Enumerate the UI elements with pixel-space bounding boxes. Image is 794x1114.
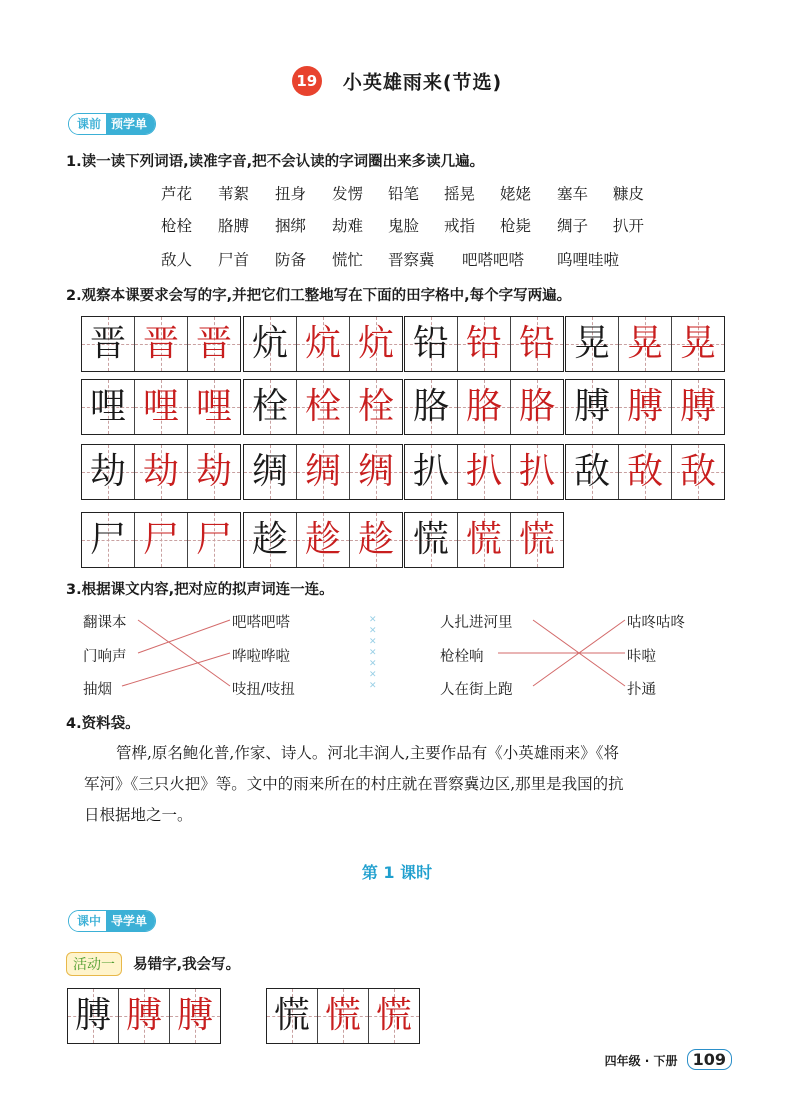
char-box-group <box>565 379 725 435</box>
word-item: 晋察冀 <box>388 251 435 269</box>
char-box-group <box>81 512 241 568</box>
practice-char-cell <box>349 445 402 499</box>
model-char: 绸 <box>251 451 288 492</box>
svg-text:✕: ✕ <box>369 626 377 636</box>
practice-char-cell <box>134 445 187 499</box>
char-box-group <box>81 379 241 435</box>
model-char-cell <box>244 513 296 567</box>
practice-char-cell <box>349 380 402 434</box>
tag-part2: 导学单 <box>106 911 155 931</box>
paragraph-line: 管桦,原名鲍化普,作家、诗人。河北丰润人,主要作品有《小英雄雨来》《将 <box>116 744 620 762</box>
right-option: 咔啦 <box>627 649 656 665</box>
char-box-group <box>243 444 403 500</box>
practice-char-cell <box>317 989 368 1043</box>
right-item: 人扎进河里 <box>440 615 513 631</box>
practice-char-cell <box>296 513 349 567</box>
char-box-group <box>565 316 725 372</box>
char-box-group <box>243 512 403 568</box>
practice-char-cell <box>671 445 724 499</box>
word-item: 吧嗒吧嗒 <box>462 251 525 269</box>
practice-char-cell <box>187 513 240 567</box>
practice-char-cell <box>671 317 724 371</box>
question-4-text: 4.资料袋。 <box>66 716 140 732</box>
practice-char: 铅 <box>518 323 555 364</box>
practice-char: 绸 <box>304 451 341 492</box>
char-box-group <box>404 512 564 568</box>
practice-char-cell <box>187 445 240 499</box>
practice-char: 晋 <box>195 323 232 364</box>
in-class-section-tag <box>68 910 156 932</box>
page-number: 109 <box>687 1049 732 1070</box>
word-item: 胳膊 <box>218 217 250 235</box>
practice-char-cell <box>349 317 402 371</box>
model-char-cell <box>244 317 296 371</box>
tag-part1: 课中 <box>69 911 106 931</box>
word-item: 枪栓 <box>161 217 193 235</box>
word-item: 塞车 <box>557 185 589 203</box>
practice-char: 尸 <box>195 519 232 560</box>
right-item: 人在街上跑 <box>440 682 513 698</box>
practice-char: 膊 <box>626 386 663 427</box>
practice-char: 胳 <box>465 386 502 427</box>
paragraph-line: 军河》《三只火把》等。文中的雨来所在的村庄就在晋察冀边区,那里是我国的抗 <box>84 775 624 793</box>
practice-char: 慌 <box>324 995 361 1036</box>
svg-text:✕: ✕ <box>369 681 377 691</box>
model-char: 栓 <box>251 386 288 427</box>
footer <box>605 1049 732 1070</box>
practice-char-cell <box>296 317 349 371</box>
practice-char: 炕 <box>357 323 394 364</box>
char-box-group <box>243 379 403 435</box>
tag-part1: 课前 <box>69 114 106 134</box>
word-item: 捆绑 <box>275 217 307 235</box>
model-char-cell <box>566 380 618 434</box>
svg-text:✕: ✕ <box>369 670 377 680</box>
practice-char: 栓 <box>357 386 394 427</box>
svg-text:✕: ✕ <box>369 615 377 625</box>
divider-dots <box>369 615 377 691</box>
practice-char-cell <box>510 445 563 499</box>
practice-char-cell <box>671 380 724 434</box>
practice-char: 膊 <box>679 386 716 427</box>
question-3-text: 3.根据课文内容,把对应的拟声词连一连。 <box>66 582 334 598</box>
char-box-group <box>404 444 564 500</box>
practice-char-cell <box>368 989 419 1043</box>
question-1-text: 1.读一读下列词语,读准字音,把不会认读的字词圈出来多读几遍。 <box>66 154 485 170</box>
practice-char-cell <box>134 317 187 371</box>
practice-char: 晃 <box>626 323 663 364</box>
practice-char: 敌 <box>679 451 716 492</box>
practice-char-cell <box>618 380 671 434</box>
char-box-group <box>243 316 403 372</box>
practice-char-cell <box>118 989 169 1043</box>
practice-char: 趁 <box>357 519 394 560</box>
model-char-cell <box>566 445 618 499</box>
match-line <box>122 653 230 686</box>
practice-char: 炕 <box>304 323 341 364</box>
practice-char: 铅 <box>465 323 502 364</box>
lesson-number-badge: 19 <box>292 66 322 96</box>
char-box-group <box>565 444 725 500</box>
svg-text:✕: ✕ <box>369 637 377 647</box>
activity-text: 易错字,我会写。 <box>133 957 241 973</box>
word-item: 扭身 <box>275 185 307 203</box>
practice-char: 胳 <box>518 386 555 427</box>
practice-char: 趁 <box>304 519 341 560</box>
practice-char: 慌 <box>465 519 502 560</box>
model-char-cell <box>82 445 134 499</box>
word-item: 绸子 <box>557 217 589 235</box>
word-item: 发愣 <box>332 185 364 203</box>
resource-paragraph <box>84 738 734 831</box>
word-item: 敌人 <box>161 251 193 269</box>
model-char: 膊 <box>573 386 610 427</box>
practice-char: 劫 <box>142 451 179 492</box>
practice-char: 哩 <box>195 386 232 427</box>
footer-grade: 四年级 · 下册 <box>604 1054 678 1068</box>
practice-char: 扒 <box>465 451 502 492</box>
practice-char-cell <box>510 317 563 371</box>
model-char-cell <box>244 445 296 499</box>
practice-char: 晋 <box>142 323 179 364</box>
word-item: 慌忙 <box>332 251 364 269</box>
match-line <box>138 620 230 686</box>
model-char: 慌 <box>273 995 310 1036</box>
practice-char: 尸 <box>142 519 179 560</box>
model-char: 劫 <box>89 451 126 492</box>
practice-char-cell <box>457 317 510 371</box>
word-item: 戒指 <box>444 217 476 235</box>
model-char: 炕 <box>251 323 288 364</box>
word-item: 芦花 <box>161 185 193 203</box>
model-char: 晃 <box>573 323 610 364</box>
practice-char: 慌 <box>518 519 555 560</box>
model-char-cell <box>82 317 134 371</box>
word-item: 铅笔 <box>388 185 420 203</box>
match-line <box>138 620 230 653</box>
model-char-cell <box>267 989 317 1043</box>
right-option: 咕咚咕咚 <box>627 615 685 631</box>
left-option: 哗啦哗啦 <box>232 649 290 665</box>
model-char: 尸 <box>89 519 126 560</box>
model-char-cell <box>82 380 134 434</box>
char-box-group <box>266 988 420 1044</box>
practice-char-cell <box>457 380 510 434</box>
practice-char-cell <box>457 513 510 567</box>
model-char-cell <box>405 445 457 499</box>
model-char-cell <box>566 317 618 371</box>
practice-char: 绸 <box>357 451 394 492</box>
model-char: 哩 <box>89 386 126 427</box>
word-item: 苇絮 <box>218 185 250 203</box>
paragraph-line: 日根据地之一。 <box>84 806 193 824</box>
word-item: 呜哩哇啦 <box>557 251 620 269</box>
model-char-cell <box>68 989 118 1043</box>
practice-char: 慌 <box>375 995 412 1036</box>
word-item: 防备 <box>275 251 307 269</box>
practice-char-cell <box>134 513 187 567</box>
right-item: 枪栓响 <box>440 649 484 665</box>
left-item: 门响声 <box>83 649 127 665</box>
practice-char-cell <box>349 513 402 567</box>
activity-badge: 活动一 <box>66 952 122 976</box>
model-char: 晋 <box>89 323 126 364</box>
practice-char-cell <box>187 380 240 434</box>
practice-char: 劫 <box>195 451 232 492</box>
model-char: 慌 <box>412 519 449 560</box>
left-option: 吱扭/吱扭 <box>232 682 295 698</box>
practice-char-cell <box>187 317 240 371</box>
model-char-cell <box>405 380 457 434</box>
model-char: 膊 <box>74 995 111 1036</box>
model-char-cell <box>405 513 457 567</box>
practice-char-cell <box>618 317 671 371</box>
practice-char-cell <box>296 380 349 434</box>
model-char-cell <box>405 317 457 371</box>
activity-line <box>66 952 240 976</box>
word-item: 劫难 <box>332 217 364 235</box>
word-item: 扒开 <box>613 217 645 235</box>
model-char: 铅 <box>412 323 449 364</box>
char-box-group <box>404 379 564 435</box>
practice-char: 膊 <box>125 995 162 1036</box>
practice-char: 晃 <box>679 323 716 364</box>
word-item: 枪毙 <box>500 217 532 235</box>
left-item: 抽烟 <box>83 682 112 698</box>
practice-char-cell <box>169 989 220 1043</box>
practice-char-cell <box>618 445 671 499</box>
word-item: 姥姥 <box>500 185 532 203</box>
practice-char-cell <box>296 445 349 499</box>
char-box-group <box>67 988 221 1044</box>
model-char: 扒 <box>412 451 449 492</box>
char-box-group <box>81 444 241 500</box>
model-char: 趁 <box>251 519 288 560</box>
model-char: 胳 <box>412 386 449 427</box>
svg-text:✕: ✕ <box>369 648 377 658</box>
practice-char: 膊 <box>176 995 213 1036</box>
practice-char: 扒 <box>518 451 555 492</box>
word-item: 尸首 <box>218 251 250 269</box>
practice-char-cell <box>134 380 187 434</box>
practice-char-cell <box>510 513 563 567</box>
right-option: 扑通 <box>627 682 656 698</box>
lesson-period-heading: 第 1 课时 <box>361 863 433 882</box>
practice-char: 栓 <box>304 386 341 427</box>
practice-char: 哩 <box>142 386 179 427</box>
word-item: 糠皮 <box>613 185 645 203</box>
practice-char-cell <box>510 380 563 434</box>
model-char-cell <box>244 380 296 434</box>
tag-part2: 预学单 <box>106 114 155 134</box>
svg-text:✕: ✕ <box>369 659 377 669</box>
left-option: 吧嗒吧嗒 <box>232 615 290 631</box>
model-char: 敌 <box>573 451 610 492</box>
practice-char: 敌 <box>626 451 663 492</box>
word-item: 鬼脸 <box>388 217 420 235</box>
question-2-text: 2.观察本课要求会写的字,并把它们工整地写在下面的田字格中,每个字写两遍。 <box>66 288 572 304</box>
char-box-group <box>404 316 564 372</box>
word-item: 摇晃 <box>444 185 476 203</box>
lesson-title: 小英雄雨来(节选) <box>342 71 503 94</box>
char-box-group <box>81 316 241 372</box>
model-char-cell <box>82 513 134 567</box>
left-item: 翻课本 <box>83 615 127 631</box>
practice-char-cell <box>457 445 510 499</box>
